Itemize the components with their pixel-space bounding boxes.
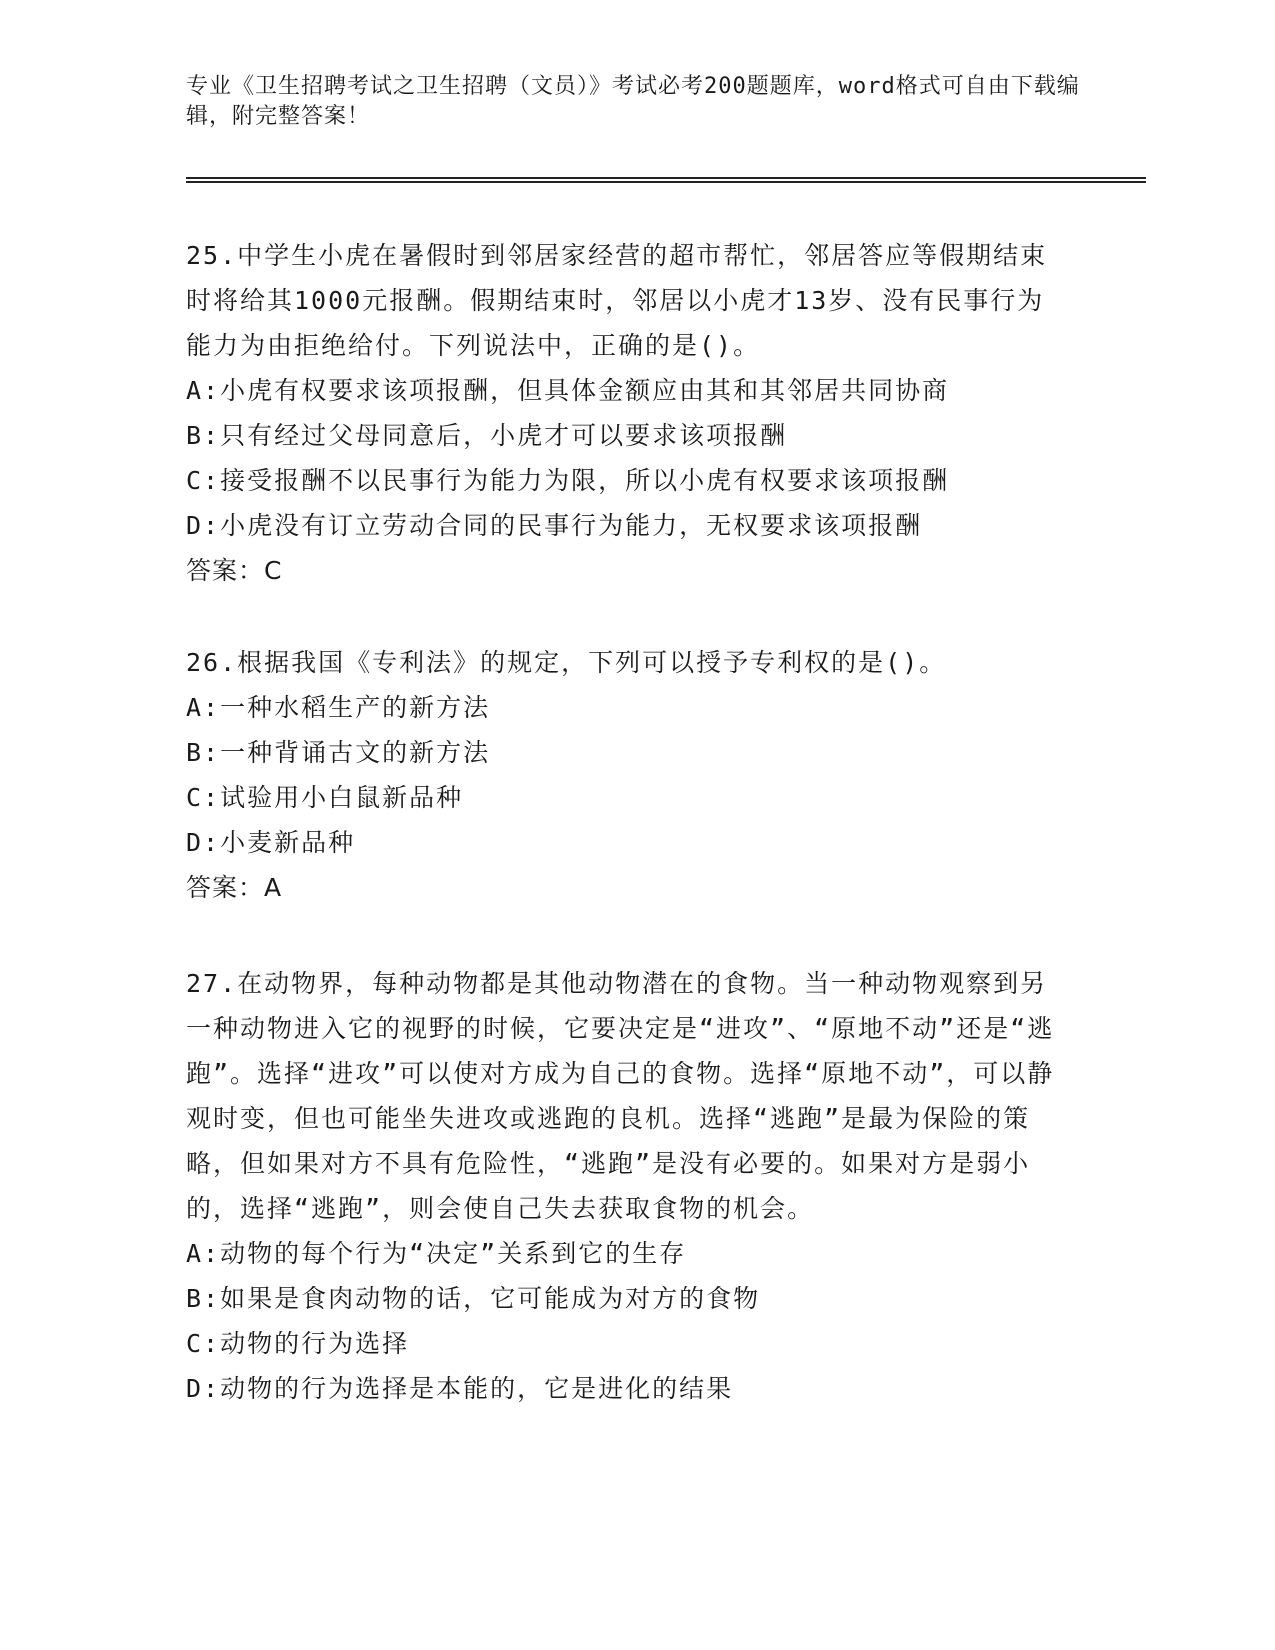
header-divider-bottom (186, 181, 1146, 183)
document-header: 专业《卫生招聘考试之卫生招聘（文员）》考试必考200题题库，word格式可自由下载编辑，附完整答案！ (186, 74, 1080, 129)
option-b: B:只有经过父母同意后，小虎才可以要求该项报酬 (186, 421, 788, 450)
answer: 答案：C (186, 556, 283, 585)
question-stem: 26.根据我国《专利法》的规定，下列可以授予专利权的是()。 (186, 648, 947, 677)
option-b: B:如果是食肉动物的话，它可能成为对方的食物 (186, 1284, 761, 1313)
option-a: A:动物的每个行为“决定”关系到它的生存 (186, 1239, 687, 1268)
question-27 (186, 961, 1066, 1411)
option-c: C:接受报酬不以民事行为能力为限，所以小虎有权要求该项报酬 (186, 466, 950, 495)
question-26 (186, 640, 1066, 910)
option-c: C:试验用小白鼠新品种 (186, 783, 464, 812)
option-a: A:小虎有权要求该项报酬，但具体金额应由其和其邻居共同协商 (186, 376, 950, 405)
question-stem: 27.在动物界，每种动物都是其他动物潜在的食物。当一种动物观察到另一种动物进入它的视野的时候，它要决定是“进攻”、“原地不动”还是“逃跑”。选择“进攻”可以使对方成为自己的食物。选择“原地不动”，可以静观时变，但也可能坐失进攻或逃跑的良机。选择“逃跑”是最为保险的策略，但如果对方不具有危险性，“逃跑”是没有必要的。如果对方是弱小的，选择“逃跑”，则会使自己失去获取食物的机会。 (186, 969, 1055, 1223)
option-a: A:一种水稻生产的新方法 (186, 693, 491, 722)
option-d: D:小虎没有订立劳动合同的民事行为能力，无权要求该项报酬 (186, 511, 923, 540)
header-divider-top (186, 177, 1146, 179)
answer: 答案：A (186, 873, 283, 902)
question-25 (186, 233, 1066, 593)
option-d: D:动物的行为选择是本能的，它是进化的结果 (186, 1374, 734, 1403)
question-stem: 25.中学生小虎在暑假时到邻居家经营的超市帮忙，邻居答应等假期结束时将给其1000元报酬。假期结束时，邻居以小虎才13岁、没有民事行为能力为由拒绝给付。下列说法中，正确的是()。 (186, 241, 1048, 360)
option-d: D:小麦新品种 (186, 828, 356, 857)
option-b: B:一种背诵古文的新方法 (186, 738, 491, 767)
option-c: C:动物的行为选择 (186, 1329, 410, 1358)
